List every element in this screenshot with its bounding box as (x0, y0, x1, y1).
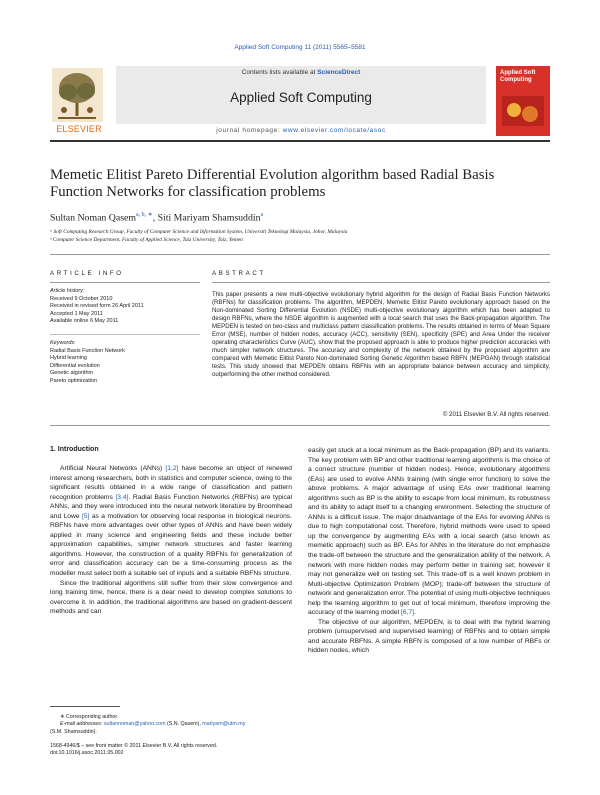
keyword-item: Genetic algorithm (50, 370, 94, 377)
article-info-divider (50, 282, 200, 283)
affiliation-b: ᵇ Computer Science Department, Faculty of Applied Science, Taiz University, Taiz, Yemen (50, 237, 243, 243)
journal-homepage-link[interactable]: www.elsevier.com/locate/asoc (282, 127, 386, 134)
email-link-2[interactable]: mariyam@utm.my (202, 721, 246, 728)
abstract-divider (212, 282, 550, 283)
author-1-affiliation-marks[interactable]: a, b, ∗ (135, 212, 153, 218)
masthead-divider (50, 140, 550, 142)
history-label: Article history: (50, 288, 85, 294)
email-owner-1: (S.N. Qasem), (165, 721, 203, 728)
email-addresses (50, 721, 292, 728)
paragraph (308, 446, 550, 618)
article-history (50, 288, 200, 326)
journal-cover-thumbnail (496, 66, 550, 136)
keywords-label: Keywords: (50, 340, 76, 346)
journal-title: Applied Soft Computing (230, 90, 372, 105)
text-run: Artificial Neural Networks (ANNs) (60, 465, 166, 472)
citation-link[interactable]: [5] (81, 512, 90, 520)
text-run: . Radial Basis Function Networks (RBFNs) are typical ANNs, and they were introduced into the neural network literature by Broomhead and Lowe (50, 493, 292, 520)
citation-link[interactable]: [6,7] (400, 609, 414, 617)
section-heading-introduction: 1. Introduction (50, 446, 99, 453)
email-link-1[interactable]: sultannoman@yahoo.com (103, 721, 166, 728)
history-item: Received 9 October 2010 (50, 295, 113, 302)
abstract-text: This paper presents a new multi-objective evolutionary hybrid algorithm for the design of Radial Basis Function Networks (RBFNs) for classification problems. The algorithm, MEPDEN, Memetic Elitist Pareto evolutionary approach based on the Non-dominated Sorting Differential Evolution (NSDE) multi-objective evolutionary algorithm which has been adapted to design RBFNs, where the NSDE algorithm is augmented with a local search that uses the Back-propagation algorithm. The MEPDEN is tested on two-class and multiclass pattern classification problems. The results obtained in terms of Mean Square Error (MSE), number of hidden nodes, accuracy (ACC), sensitivity (SEN), specificity (SPE) and Area Under the receiver operating characteristics Curve (AUC), show that the proposed approach is able to produce higher prediction accuracies with much simpler network structures. The accuracy and complexity of the network obtained by the proposed algorithm are compared with Memetic Elitist Pareto Non-dominated Sorting Genetic Algorithm based RBFN (MEPGAN) through statistical tests. This study showed that MEPDEN obtains RBFNs with an appropriate balance between accuracy and simplicity, outperforming the other method considered. (212, 291, 550, 379)
email-owner-2: (S.M. Shamsuddin). (50, 728, 97, 735)
citation-link[interactable]: [1,2] (165, 465, 179, 472)
keyword-item: Hybrid learning (50, 355, 87, 362)
email-label: E-mail addresses: (60, 721, 104, 728)
article-info-heading: ARTICLE INFO (50, 270, 124, 277)
keyword-item: Radial Basis Function Network (50, 347, 125, 354)
footnote-divider (50, 706, 120, 707)
journal-reference[interactable]: Applied Soft Computing 11 (2011) 5565–5581 (234, 44, 366, 51)
corresponding-author-note: ∗ Corresponding author. (60, 714, 119, 720)
journal-masthead (50, 66, 550, 136)
text-run: as a motivation for observing local response in biological neurons. RBFNs have more advantages over other types of ANNs and have been widely applied in many science and engineering fields and these include better approximation capabilities, simpler network structures and faster learning algorithms. However, the construction of a quality RBFNs for generalization of error and classification accuracy can be a time-consuming process as the modeller must select both a suitable set of inputs and a suitable RBFNs structure. (50, 512, 292, 578)
footnotes (50, 714, 292, 736)
history-divider (50, 334, 200, 335)
body-column-right (308, 446, 550, 656)
citation-link[interactable]: [3,4] (115, 493, 129, 501)
text-run: . (413, 609, 416, 617)
cover-title: Applied Soft Computing (500, 70, 536, 83)
history-item: Available online 6 May 2011 (50, 318, 119, 325)
doi-link[interactable]: doi:10.1016/j.asoc.2011.05.002 (50, 750, 124, 757)
journal-homepage-line (116, 127, 486, 134)
abstract-bottom-divider (50, 425, 550, 426)
author-list (50, 211, 550, 223)
text-run: easily get stuck at a local minimum as the Back-propagation (BP) and its variants. The key problem with BP and other traditional learning algorithms is the choice of a correct structure (number of hidden nodes). Hence, evolutionary algorithms (EAs) are used to evolve ANNs training (with single error function) to solve the above problems. A major advantage of using EAs over traditional learning algorithms such as BP is the ability to escape from local minimum, its robustness and its ability to adapt itself to a changing environment. Selecting the structure of ANNs is a difficult issue. The major disadvantage of the EAs for evolving ANNs is due to high computational cost. Therefore, hybrid methods were used to speed up the convergence by augmenting EAs with a local search (also known as memetic approach) such as BP. EAs for ANNs in the literature do not emphasize the trade-off between the structure and the generalization ability of the network. A network with more hidden nodes may perform better in training set; however it may not generalize well on testing set. This trade-off is a well known problem in Multi-objective Optimization Problem (MOP); trade-off between the structure of network and generalization error. The potential of using multi-objective techniques help the learning algorithm to get out of local minimum, therefore improving the accuracy of the learning model (308, 447, 550, 617)
contents-prefix: Contents lists available at (241, 69, 318, 76)
paper-title: Memetic Elitist Pareto Differential Evolution algorithm based Radial Basis Function Networks for classification problems (50, 167, 495, 200)
paragraph (50, 464, 292, 579)
text-run: have become an object of renewed interest among researchers, both in statistics and computer science, owing to the significant results obtained in a wide range of classification and pattern recognition problems (50, 465, 292, 501)
affiliation-divider (50, 254, 550, 255)
homepage-prefix: journal homepage: (216, 127, 283, 134)
author-2-affiliation-marks[interactable]: a (260, 212, 264, 218)
paragraph: Since the traditional algorithms still suffer from their slow convergence and long training time, hence, there is a dear need to develop complex solutions to overcome it. In addition, the traditional algorithms are based on gradient-descent methods and can (50, 579, 292, 616)
issn-line: 1568-4946/$ – see front matter © 2011 Elsevier B.V. All rights reserved. (50, 743, 218, 749)
history-item: Received in revised form 26 April 2011 (50, 303, 144, 310)
publisher-name: ELSEVIER (56, 124, 102, 134)
contents-available-line (116, 69, 486, 76)
masthead-banner (116, 66, 486, 124)
body-column-left (50, 464, 292, 617)
author-1: Sultan Noman Qasem (50, 212, 136, 224)
copyright-notice: © 2011 Elsevier B.V. All rights reserved. (442, 411, 550, 418)
keywords-block (50, 340, 200, 386)
history-item: Accepted 1 May 2011 (50, 310, 103, 317)
keyword-item: Differential evolution (50, 362, 100, 369)
affiliations (50, 228, 550, 244)
sciencedirect-link[interactable]: ScienceDirect (317, 69, 361, 76)
paragraph: The objective of our algorithm, MEPDEN, is to deal with the hybrid learning problem (unsupervised and supervised learning) of RBFNs and to obtain simple and accurate RBFNs. A simple RBFN is composed of a low number of RBFs or hidden nodes, which (308, 618, 550, 655)
abstract-heading: ABSTRACT (212, 270, 266, 277)
author-2: Siti Mariyam Shamsuddin (157, 212, 261, 224)
keyword-item: Pareto optimization (50, 377, 98, 384)
affiliation-a: ᵃ Soft Computing Research Group, Faculty of Computer Science and Information System, Universiti Teknologi Malaysia, Johor, Malaysia (50, 229, 348, 235)
author-separator: , (152, 212, 158, 224)
cover-art-icon (502, 96, 544, 126)
publication-info (50, 743, 292, 758)
